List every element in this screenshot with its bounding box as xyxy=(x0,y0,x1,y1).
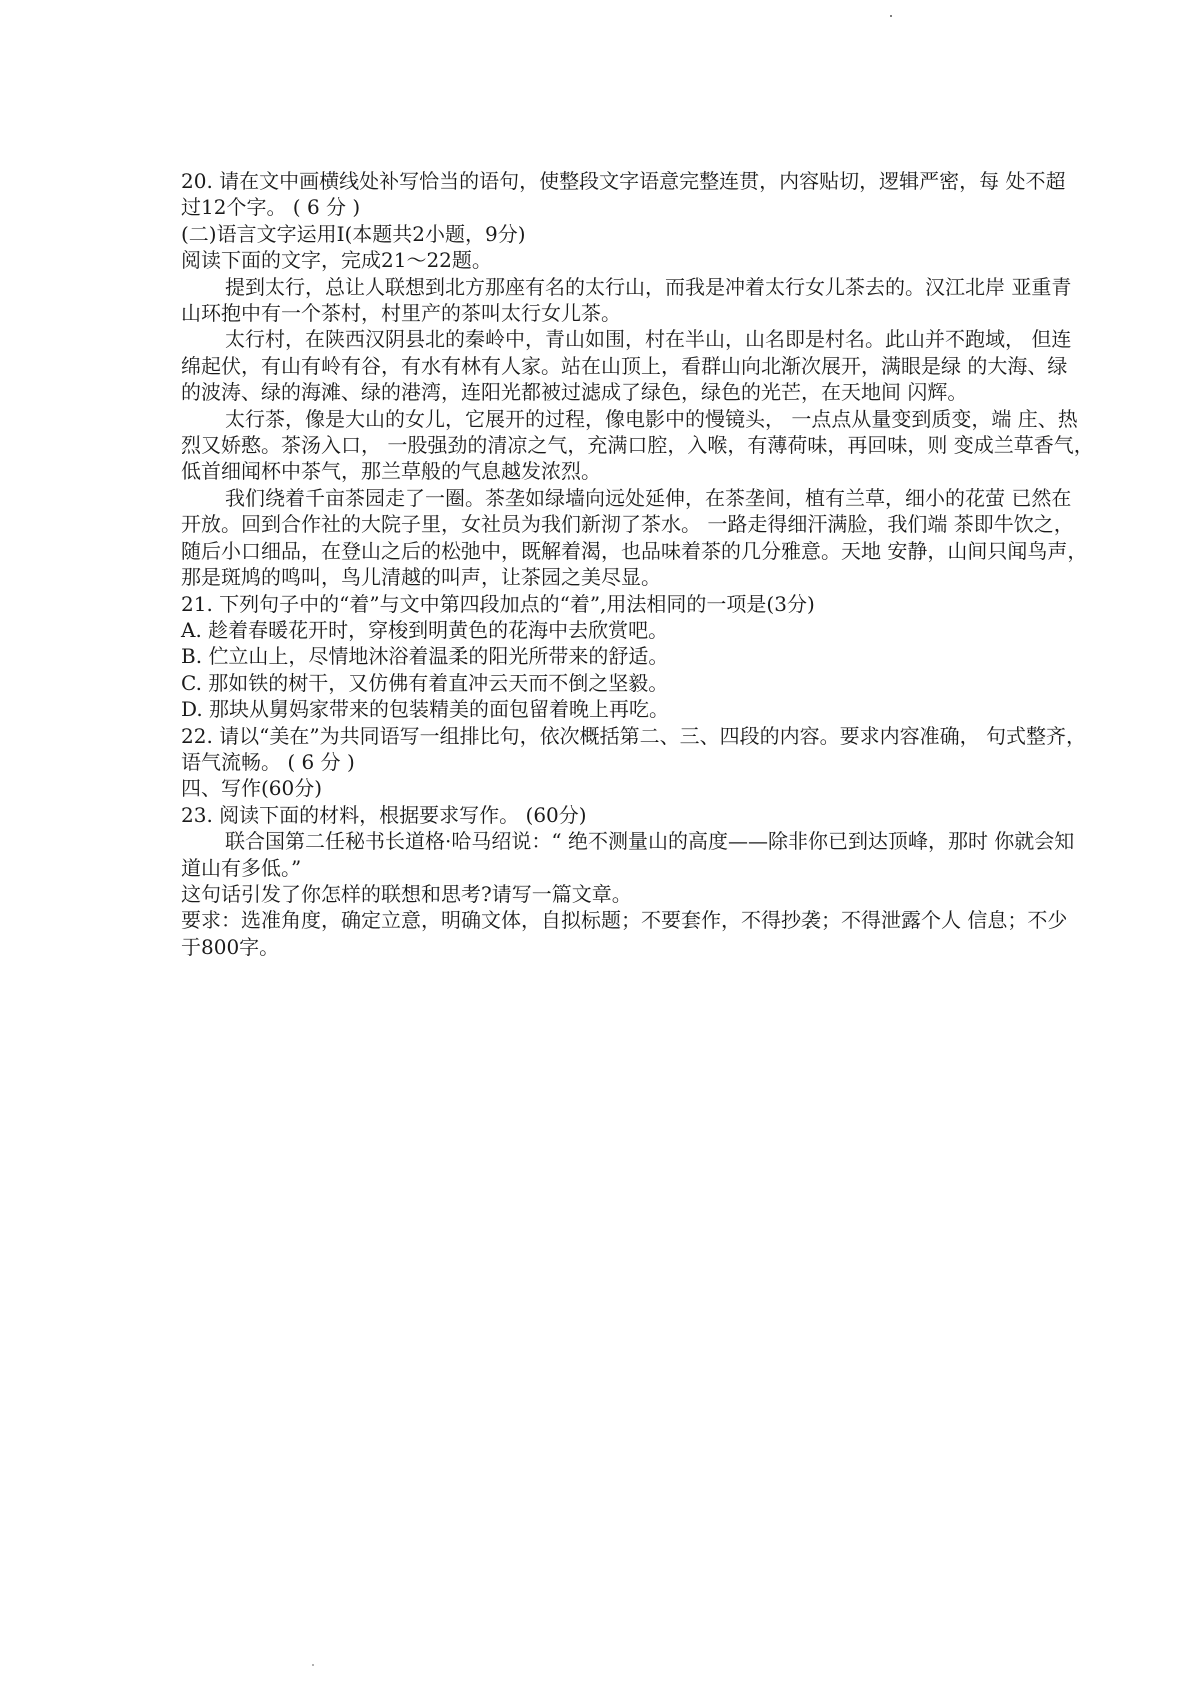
q23-material-line1: 联合国第二任秘书长道格·哈马绍说：“ 绝不测量山的高度——除非你已到达顶峰，那时 你就会知 xyxy=(225,829,1075,854)
q21-stem: 21. 下列句子中的“着”与文中第四段加点的“着”,用法相同的一项是(3分) xyxy=(181,591,815,616)
passage-para2-line3: 的波涛、绿的海滩、绿的港湾，连阳光都被过滤成了绿色，绿色的光芒，在天地间 闪辉。 xyxy=(181,380,968,405)
passage-para4-line3: 随后小口细品，在登山之后的松弛中，既解着渴，也品味着茶的几分雅意。天地 安静，山间只闻鸟声， xyxy=(181,538,1088,563)
q20-line-1: 20. 请在文中画横线处补写恰当的语句，使整段文字语意完整连贯，内容贴切，逻辑严密，每 处不超 xyxy=(181,169,1066,193)
passage-para1-line2: 山环抱中有一个茶村，村里产的茶叫太行女儿茶。 xyxy=(181,301,621,326)
q20-line-2: 过12个字。 ( 6 分 ) xyxy=(181,195,361,220)
q21-option-a: A. 趁着春暖花开时，穿梭到明黄色的花海中去欣赏吧。 xyxy=(181,617,669,642)
passage-para2-line1: 太行村，在陕西汉阴县北的秦岭中，青山如围，村在半山，山名即是村名。此山并不跑域， 但连 xyxy=(225,327,1072,352)
passage-para1-line1: 提到太行，总让人联想到北方那座有名的太行山，而我是冲着太行女儿茶去的。汉江北岸 亚重青 xyxy=(225,274,1072,299)
passage-para3-line1: 太行茶，像是大山的女儿，它展开的过程，像电影中的慢镜头， 一点点从量变到质变，端 庄、热 xyxy=(225,406,1078,431)
q21-option-b: B. 伫立山上，尽情地沐浴着温柔的阳光所带来的舒适。 xyxy=(181,644,669,669)
q22-line-1: 22. 请以“美在”为共同语写一组排比句，依次概括第二、三、四段的内容。要求内容准确， 句式整齐， xyxy=(181,723,1086,748)
q23-prompt: 这句话引发了你怎样的联想和思考?请写一篇文章。 xyxy=(181,881,632,906)
q23-requirements-line1: 要求：选准角度，确定立意，明确文体，自拟标题；不要套作，不得抄袭；不得泄露个人 信息；不少 xyxy=(181,908,1068,933)
passage-para4-line1: 我们绕着千亩茶园走了一圈。茶垄如绿墙向远处延伸，在茶垄间，植有兰草，细小的花萤 已然在 xyxy=(225,485,1072,510)
passage-para3-line3: 低首细闻杯中茶气，那兰草般的气息越发浓烈。 xyxy=(181,459,601,484)
q23-requirements-line2: 于800字。 xyxy=(181,934,280,959)
passage-para3-line2: 烈又娇憨。茶汤入口， 一股强劲的清凉之气，充满口腔，入喉，有薄荷味，再回味，则 变成兰草香气， xyxy=(181,433,1094,458)
exam-page-content xyxy=(181,168,1141,960)
scan-speck-bottom xyxy=(312,1664,314,1666)
scan-speck xyxy=(890,15,892,17)
passage-para4-line4: 那是斑鸠的鸣叫，鸟儿清越的叫声，让茶园之美尽显。 xyxy=(181,565,661,590)
q23-stem: 23. 阅读下面的材料，根据要求写作。 (60分) xyxy=(181,802,587,827)
section-heading-language-use: (二)语言文字运用Ⅰ(本题共2小题，9分) xyxy=(181,221,526,246)
passage-para2-line2: 绵起伏，有山有岭有谷，有水有林有人家。站在山顶上，看群山向北渐次展开，满眼是绿 的大海、绿 xyxy=(181,353,1068,378)
section-heading-writing: 四、写作(60分) xyxy=(181,776,323,801)
passage-para4-line2: 开放。回到合作社的大院子里，女社员为我们新沏了茶水。 一路走得细汗满脸，我们端 茶即牛饮之， xyxy=(181,512,1074,537)
q21-option-d: D. 那块从舅妈家带来的包装精美的面包留着晚上再吃。 xyxy=(181,697,670,722)
q23-material-line2: 道山有多低。” xyxy=(181,855,302,880)
q21-option-c: C. 那如铁的树干，又仿佛有着直冲云天而不倒之坚毅。 xyxy=(181,670,669,695)
reading-instruction: 阅读下面的文字，完成21～22题。 xyxy=(181,248,492,273)
q22-line-2: 语气流畅。 ( 6 分 ) xyxy=(181,749,355,774)
